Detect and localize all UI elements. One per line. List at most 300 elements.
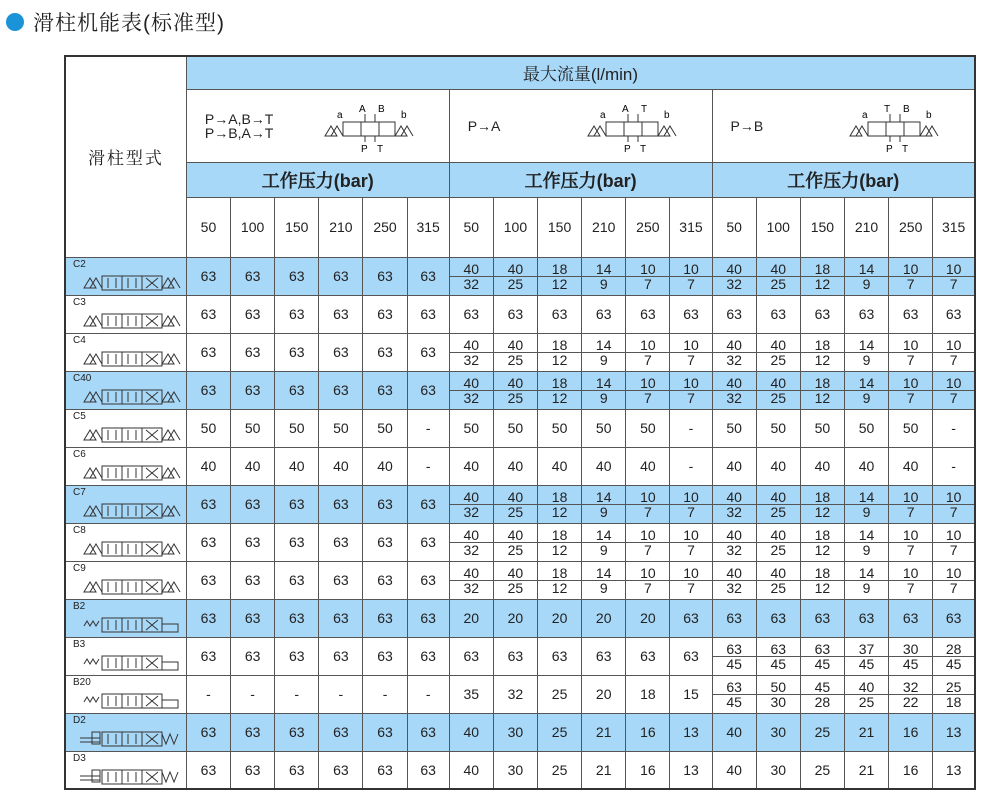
split-values <box>801 566 844 595</box>
split-values <box>933 490 974 519</box>
svg-text:a: a <box>336 109 343 121</box>
flow-value-lower: 9 <box>599 579 608 596</box>
flow-value-cell: 63 <box>186 561 230 599</box>
spool-code: C5 <box>73 410 86 422</box>
flow-value-upper: 18 <box>801 490 844 505</box>
flow-value-cell: 63 <box>407 523 449 561</box>
flow-value-cell: - <box>933 409 975 447</box>
flow-value-cell: 63 <box>363 599 407 637</box>
flow-value-split-cell <box>538 371 582 409</box>
flow-value-split-cell <box>449 371 493 409</box>
flow-value-cell: 25 <box>800 713 844 751</box>
flow-value-cell: 30 <box>493 713 537 751</box>
flow-value-upper: 40 <box>713 528 756 543</box>
flow-value-split-cell <box>933 257 975 295</box>
flow-value-lower: 9 <box>862 389 871 406</box>
split-values <box>757 528 800 557</box>
d2-spool-symbol-icon <box>70 726 186 750</box>
split-values <box>889 528 932 557</box>
split-values <box>450 490 493 519</box>
split-values <box>801 642 844 671</box>
flow-value-split-cell <box>538 561 582 599</box>
flow-value-lower: 25 <box>507 275 524 292</box>
flow-value-upper: 10 <box>626 528 669 543</box>
flow-value-upper: 63 <box>757 642 800 657</box>
flow-value-cell: 40 <box>449 713 493 751</box>
flow-value-lower: 25 <box>770 275 787 292</box>
table-row <box>65 561 975 599</box>
flow-value-split-cell <box>712 523 756 561</box>
flow-path-line: P→A,B→T <box>204 110 274 127</box>
flow-value-lower: 45 <box>858 655 875 672</box>
flow-value-upper: 14 <box>582 376 625 391</box>
pressure-value: 150 <box>538 197 582 257</box>
spool-function-table <box>64 55 976 790</box>
flow-value-cell: 18 <box>626 675 670 713</box>
flow-value-split-cell <box>844 257 888 295</box>
split-values <box>713 566 756 595</box>
split-values <box>801 528 844 557</box>
b3-spool-symbol-icon <box>70 650 186 674</box>
flow-value-lower: 32 <box>463 389 480 406</box>
flow-value-lower: 7 <box>643 389 652 406</box>
flow-value-upper: 40 <box>713 376 756 391</box>
flow-value-upper: 14 <box>845 566 888 581</box>
flow-value-lower: 9 <box>862 579 871 596</box>
flow-value-lower: 25 <box>507 503 524 520</box>
flow-value-cell: 63 <box>275 561 319 599</box>
flow-value-split-cell <box>712 561 756 599</box>
flow-value-cell: 40 <box>626 447 670 485</box>
flow-value-lower: 9 <box>599 275 608 292</box>
flow-value-cell: 63 <box>319 751 363 789</box>
page-header <box>6 8 225 36</box>
flow-value-upper: 10 <box>626 490 669 505</box>
svg-text:b: b <box>663 109 670 121</box>
spool-code: C9 <box>73 562 86 574</box>
flow-path-line: P→B <box>730 117 764 134</box>
flow-value-lower: 7 <box>949 389 958 406</box>
svg-text:b: b <box>926 109 932 121</box>
flow-value-upper: 14 <box>582 490 625 505</box>
split-values <box>845 262 888 291</box>
split-values <box>933 376 974 405</box>
spool-code: C4 <box>73 334 86 346</box>
flow-value-cell: 16 <box>626 751 670 789</box>
pressure-value: 315 <box>670 197 712 257</box>
flow-value-cell: 63 <box>712 599 756 637</box>
flow-value-upper: 40 <box>757 528 800 543</box>
flow-value-upper: 10 <box>889 376 932 391</box>
flow-value-split-cell <box>670 257 712 295</box>
flow-value-cell: 20 <box>582 599 626 637</box>
split-values <box>757 490 800 519</box>
flow-value-cell: 20 <box>449 599 493 637</box>
flow-value-cell: 63 <box>626 295 670 333</box>
flow-value-upper: 40 <box>757 376 800 391</box>
flow-value-upper: 40 <box>713 566 756 581</box>
pressure-value: 100 <box>756 197 800 257</box>
pa-spool-symbol-icon <box>586 102 682 156</box>
flow-value-cell: 20 <box>493 599 537 637</box>
flow-value-split-cell <box>670 523 712 561</box>
flow-value-cell: 63 <box>363 371 407 409</box>
split-values <box>845 680 888 709</box>
flow-value-upper: 40 <box>757 338 800 353</box>
split-values <box>845 528 888 557</box>
split-values <box>889 490 932 519</box>
flow-value-lower: 45 <box>726 693 742 710</box>
flow-value-cell: 63 <box>186 637 230 675</box>
flow-value-upper: 10 <box>626 566 669 581</box>
flow-value-cell: 63 <box>844 295 888 333</box>
flow-value-cell: 40 <box>844 447 888 485</box>
flow-value-split-cell <box>712 257 756 295</box>
split-values <box>801 680 844 709</box>
flow-value-split-cell <box>493 257 537 295</box>
table-row <box>65 257 975 295</box>
flow-value-cell: 32 <box>493 675 537 713</box>
flow-value-lower: 7 <box>687 351 695 368</box>
flow-value-cell: 63 <box>186 523 230 561</box>
flow-value-split-cell <box>844 637 888 675</box>
flow-value-cell: 50 <box>889 409 933 447</box>
flow-value-upper: 10 <box>670 528 711 543</box>
flow-value-cell: 63 <box>670 599 712 637</box>
flow-value-cell: 63 <box>363 637 407 675</box>
spool-code: B20 <box>73 676 91 688</box>
table-row <box>65 447 975 485</box>
flow-value-lower: 7 <box>643 275 652 292</box>
flow-value-cell: 63 <box>889 295 933 333</box>
spool-type-cell <box>65 675 186 713</box>
flow-value-split-cell <box>756 675 800 713</box>
flow-value-lower: 7 <box>906 541 915 558</box>
split-values <box>933 262 974 291</box>
flow-value-cell: 63 <box>933 599 975 637</box>
split-values <box>582 262 625 291</box>
split-values <box>757 680 800 709</box>
flow-value-lower: 7 <box>687 275 695 292</box>
flow-value-upper: 10 <box>933 490 974 505</box>
split-values <box>889 642 932 671</box>
flow-value-upper: 10 <box>889 338 932 353</box>
svg-text:B: B <box>377 103 385 115</box>
split-values <box>450 338 493 367</box>
split-values <box>626 528 669 557</box>
bullet-icon <box>6 13 24 31</box>
flow-value-cell: 63 <box>407 257 449 295</box>
split-values <box>933 338 974 367</box>
split-values <box>713 528 756 557</box>
split-values <box>845 566 888 595</box>
flow-value-cell: 63 <box>712 295 756 333</box>
flow-value-cell: - <box>186 675 230 713</box>
flow-value-cell: 63 <box>756 295 800 333</box>
flow-value-split-cell <box>626 485 670 523</box>
split-values <box>801 338 844 367</box>
table-row <box>65 599 975 637</box>
flow-value-lower: 12 <box>551 541 568 558</box>
flow-value-cell: 63 <box>889 599 933 637</box>
c8-spool-symbol-icon <box>70 536 186 560</box>
flow-value-cell: 20 <box>626 599 670 637</box>
flow-value-upper: 10 <box>670 490 711 505</box>
flow-value-upper: 30 <box>889 642 932 657</box>
split-values <box>450 376 493 405</box>
c40-spool-symbol-icon <box>70 384 186 408</box>
flow-value-cell: 63 <box>319 713 363 751</box>
flow-value-cell: 25 <box>800 751 844 789</box>
split-values <box>889 376 932 405</box>
pressure-value: 210 <box>844 197 888 257</box>
c3-spool-symbol-icon <box>70 308 186 332</box>
flow-value-cell: 40 <box>363 447 407 485</box>
split-values <box>670 528 711 557</box>
flow-value-upper: 40 <box>494 338 537 353</box>
flow-value-split-cell <box>889 561 933 599</box>
flow-value-split-cell <box>933 371 975 409</box>
split-values <box>582 490 625 519</box>
flow-value-split-cell <box>449 523 493 561</box>
split-values <box>494 262 537 291</box>
max-flow-header: 最大流量(l/min) <box>186 56 975 89</box>
flow-value-upper: 40 <box>450 338 493 353</box>
flow-value-lower: 12 <box>551 503 568 520</box>
flow-value-cell: 63 <box>186 751 230 789</box>
flow-value-cell: 63 <box>186 599 230 637</box>
flow-value-split-cell <box>844 485 888 523</box>
split-values <box>670 490 711 519</box>
flow-value-cell: 50 <box>231 409 275 447</box>
spool-code: D3 <box>73 752 86 764</box>
flow-value-lower: 7 <box>687 579 695 596</box>
table-row <box>65 637 975 675</box>
flow-value-cell: 25 <box>538 675 582 713</box>
split-values <box>801 262 844 291</box>
flow-value-cell: - <box>363 675 407 713</box>
flow-value-cell: 63 <box>800 599 844 637</box>
split-values <box>538 338 581 367</box>
flow-value-lower: 32 <box>726 351 742 368</box>
flow-value-cell: 13 <box>933 751 975 789</box>
svg-text:A: A <box>358 103 366 115</box>
flow-value-cell: 50 <box>756 409 800 447</box>
flow-value-cell: 16 <box>889 751 933 789</box>
flow-value-lower: 25 <box>507 351 524 368</box>
spool-code: C2 <box>73 258 86 270</box>
flow-value-upper: 40 <box>450 376 493 391</box>
spool-type-cell <box>65 751 186 789</box>
flow-value-cell: 63 <box>275 599 319 637</box>
flow-value-split-cell <box>493 371 537 409</box>
split-values <box>933 642 974 671</box>
flow-value-cell: 63 <box>319 295 363 333</box>
flow-value-cell: 30 <box>756 713 800 751</box>
flow-value-upper: 63 <box>801 642 844 657</box>
flow-value-cell: 63 <box>275 333 319 371</box>
flow-value-cell: 40 <box>275 447 319 485</box>
flow-value-cell: 63 <box>626 637 670 675</box>
flow-value-cell: 40 <box>493 447 537 485</box>
flow-value-cell: - <box>275 675 319 713</box>
flow-value-upper: 14 <box>582 566 625 581</box>
flow-value-cell: 63 <box>275 371 319 409</box>
flow-value-lower: 25 <box>770 351 787 368</box>
flow-value-lower: 7 <box>949 503 958 520</box>
spool-code: C7 <box>73 486 86 498</box>
flow-value-split-cell <box>933 485 975 523</box>
flow-value-cell: 63 <box>231 637 275 675</box>
flow-value-cell: 63 <box>319 333 363 371</box>
pressure-value: 210 <box>319 197 363 257</box>
spool-type-header: 滑柱型式 <box>65 56 186 257</box>
split-values <box>626 338 669 367</box>
pressure-value: 150 <box>275 197 319 257</box>
flow-value-split-cell <box>844 675 888 713</box>
flow-value-lower: 9 <box>599 389 608 406</box>
flow-path-line: P→A <box>467 117 501 134</box>
svg-text:B: B <box>903 103 910 115</box>
flow-value-split-cell <box>626 561 670 599</box>
flow-value-split-cell <box>800 523 844 561</box>
b2-spool-symbol-icon <box>70 612 186 636</box>
flow-value-cell: 21 <box>582 713 626 751</box>
flow-value-split-cell <box>712 333 756 371</box>
flow-value-cell: 63 <box>363 295 407 333</box>
spool-code: C6 <box>73 448 86 460</box>
flow-value-upper: 45 <box>801 680 844 695</box>
split-values <box>582 376 625 405</box>
flow-value-cell: 25 <box>538 751 582 789</box>
flow-value-upper: 18 <box>538 528 581 543</box>
flow-value-split-cell <box>582 371 626 409</box>
flow-value-split-cell <box>582 333 626 371</box>
flow-value-cell: 50 <box>186 409 230 447</box>
c6-spool-symbol-icon <box>70 460 186 484</box>
flow-path-line: P→B,A→T <box>204 124 274 141</box>
flow-value-cell: 63 <box>670 637 712 675</box>
flow-value-cell: 40 <box>319 447 363 485</box>
flow-value-split-cell <box>800 371 844 409</box>
flow-value-split-cell <box>670 333 712 371</box>
svg-text:P: P <box>360 143 368 155</box>
flow-value-lower: 7 <box>949 351 958 368</box>
flow-value-split-cell <box>889 675 933 713</box>
split-values <box>933 566 974 595</box>
split-values <box>494 490 537 519</box>
flow-value-lower: 12 <box>814 503 831 520</box>
flow-value-lower: 12 <box>814 389 831 406</box>
table-row <box>65 333 975 371</box>
flow-value-cell: 35 <box>449 675 493 713</box>
split-values <box>845 376 888 405</box>
svg-text:a: a <box>599 109 606 121</box>
split-values <box>845 490 888 519</box>
split-values <box>582 528 625 557</box>
flow-value-lower: 30 <box>770 693 787 710</box>
flow-value-cell: 63 <box>800 295 844 333</box>
flow-path-label <box>468 90 501 162</box>
flow-value-upper: 10 <box>670 262 711 277</box>
flow-value-lower: 7 <box>949 579 958 596</box>
svg-text:P: P <box>623 143 631 155</box>
flow-path-group-1 <box>186 89 449 162</box>
flow-value-cell: 63 <box>186 295 230 333</box>
flow-value-split-cell <box>449 333 493 371</box>
pressure-header-2: 工作压力(bar) <box>449 162 712 197</box>
split-values <box>626 376 669 405</box>
flow-value-cell: 63 <box>407 485 449 523</box>
flow-value-upper: 10 <box>670 338 711 353</box>
flow-value-lower: 7 <box>643 503 652 520</box>
flow-value-cell: 63 <box>363 485 407 523</box>
flow-value-cell: 63 <box>231 333 275 371</box>
flow-value-cell: 50 <box>626 409 670 447</box>
split-values <box>713 490 756 519</box>
flow-value-split-cell <box>582 523 626 561</box>
flow-value-upper: 10 <box>670 566 711 581</box>
flow-value-upper: 10 <box>889 490 932 505</box>
four-way-spool-symbol-icon <box>323 102 419 156</box>
flow-value-split-cell <box>493 333 537 371</box>
flow-value-lower: 12 <box>551 579 568 596</box>
spool-type-cell <box>65 561 186 599</box>
flow-value-upper: 25 <box>933 680 974 695</box>
split-values <box>713 642 756 671</box>
flow-value-split-cell <box>756 523 800 561</box>
flow-value-cell: 63 <box>186 333 230 371</box>
flow-value-upper: 14 <box>845 490 888 505</box>
spool-type-cell <box>65 371 186 409</box>
flow-value-split-cell <box>538 333 582 371</box>
table-row <box>65 751 975 789</box>
flow-value-cell: 50 <box>712 409 756 447</box>
c2-spool-symbol-icon <box>70 270 186 294</box>
svg-text:T: T <box>639 143 646 155</box>
split-values <box>757 376 800 405</box>
flow-value-lower: 7 <box>643 541 652 558</box>
flow-value-split-cell <box>712 371 756 409</box>
pressure-value: 100 <box>493 197 537 257</box>
flow-value-cell: 63 <box>582 295 626 333</box>
flow-value-lower: 12 <box>814 351 831 368</box>
flow-value-split-cell <box>933 523 975 561</box>
flow-value-split-cell <box>626 333 670 371</box>
flow-value-cell: 63 <box>319 599 363 637</box>
flow-path-group-2 <box>449 89 712 162</box>
split-values <box>801 376 844 405</box>
flow-value-lower: 25 <box>770 389 787 406</box>
c7-spool-symbol-icon <box>70 498 186 522</box>
flow-value-cell: 63 <box>231 371 275 409</box>
flow-value-upper: 40 <box>450 490 493 505</box>
spool-type-cell <box>65 485 186 523</box>
flow-value-split-cell <box>493 523 537 561</box>
flow-value-cell: 40 <box>756 447 800 485</box>
flow-value-upper: 10 <box>670 376 711 391</box>
flow-value-cell: 63 <box>363 523 407 561</box>
flow-value-cell: 50 <box>449 409 493 447</box>
flow-value-split-cell <box>756 637 800 675</box>
flow-value-lower: 7 <box>687 541 695 558</box>
flow-value-upper: 14 <box>845 338 888 353</box>
flow-value-upper: 40 <box>713 490 756 505</box>
flow-value-cell: 40 <box>712 713 756 751</box>
flow-value-cell: 13 <box>670 713 712 751</box>
spool-code: C3 <box>73 296 86 308</box>
split-values <box>713 262 756 291</box>
